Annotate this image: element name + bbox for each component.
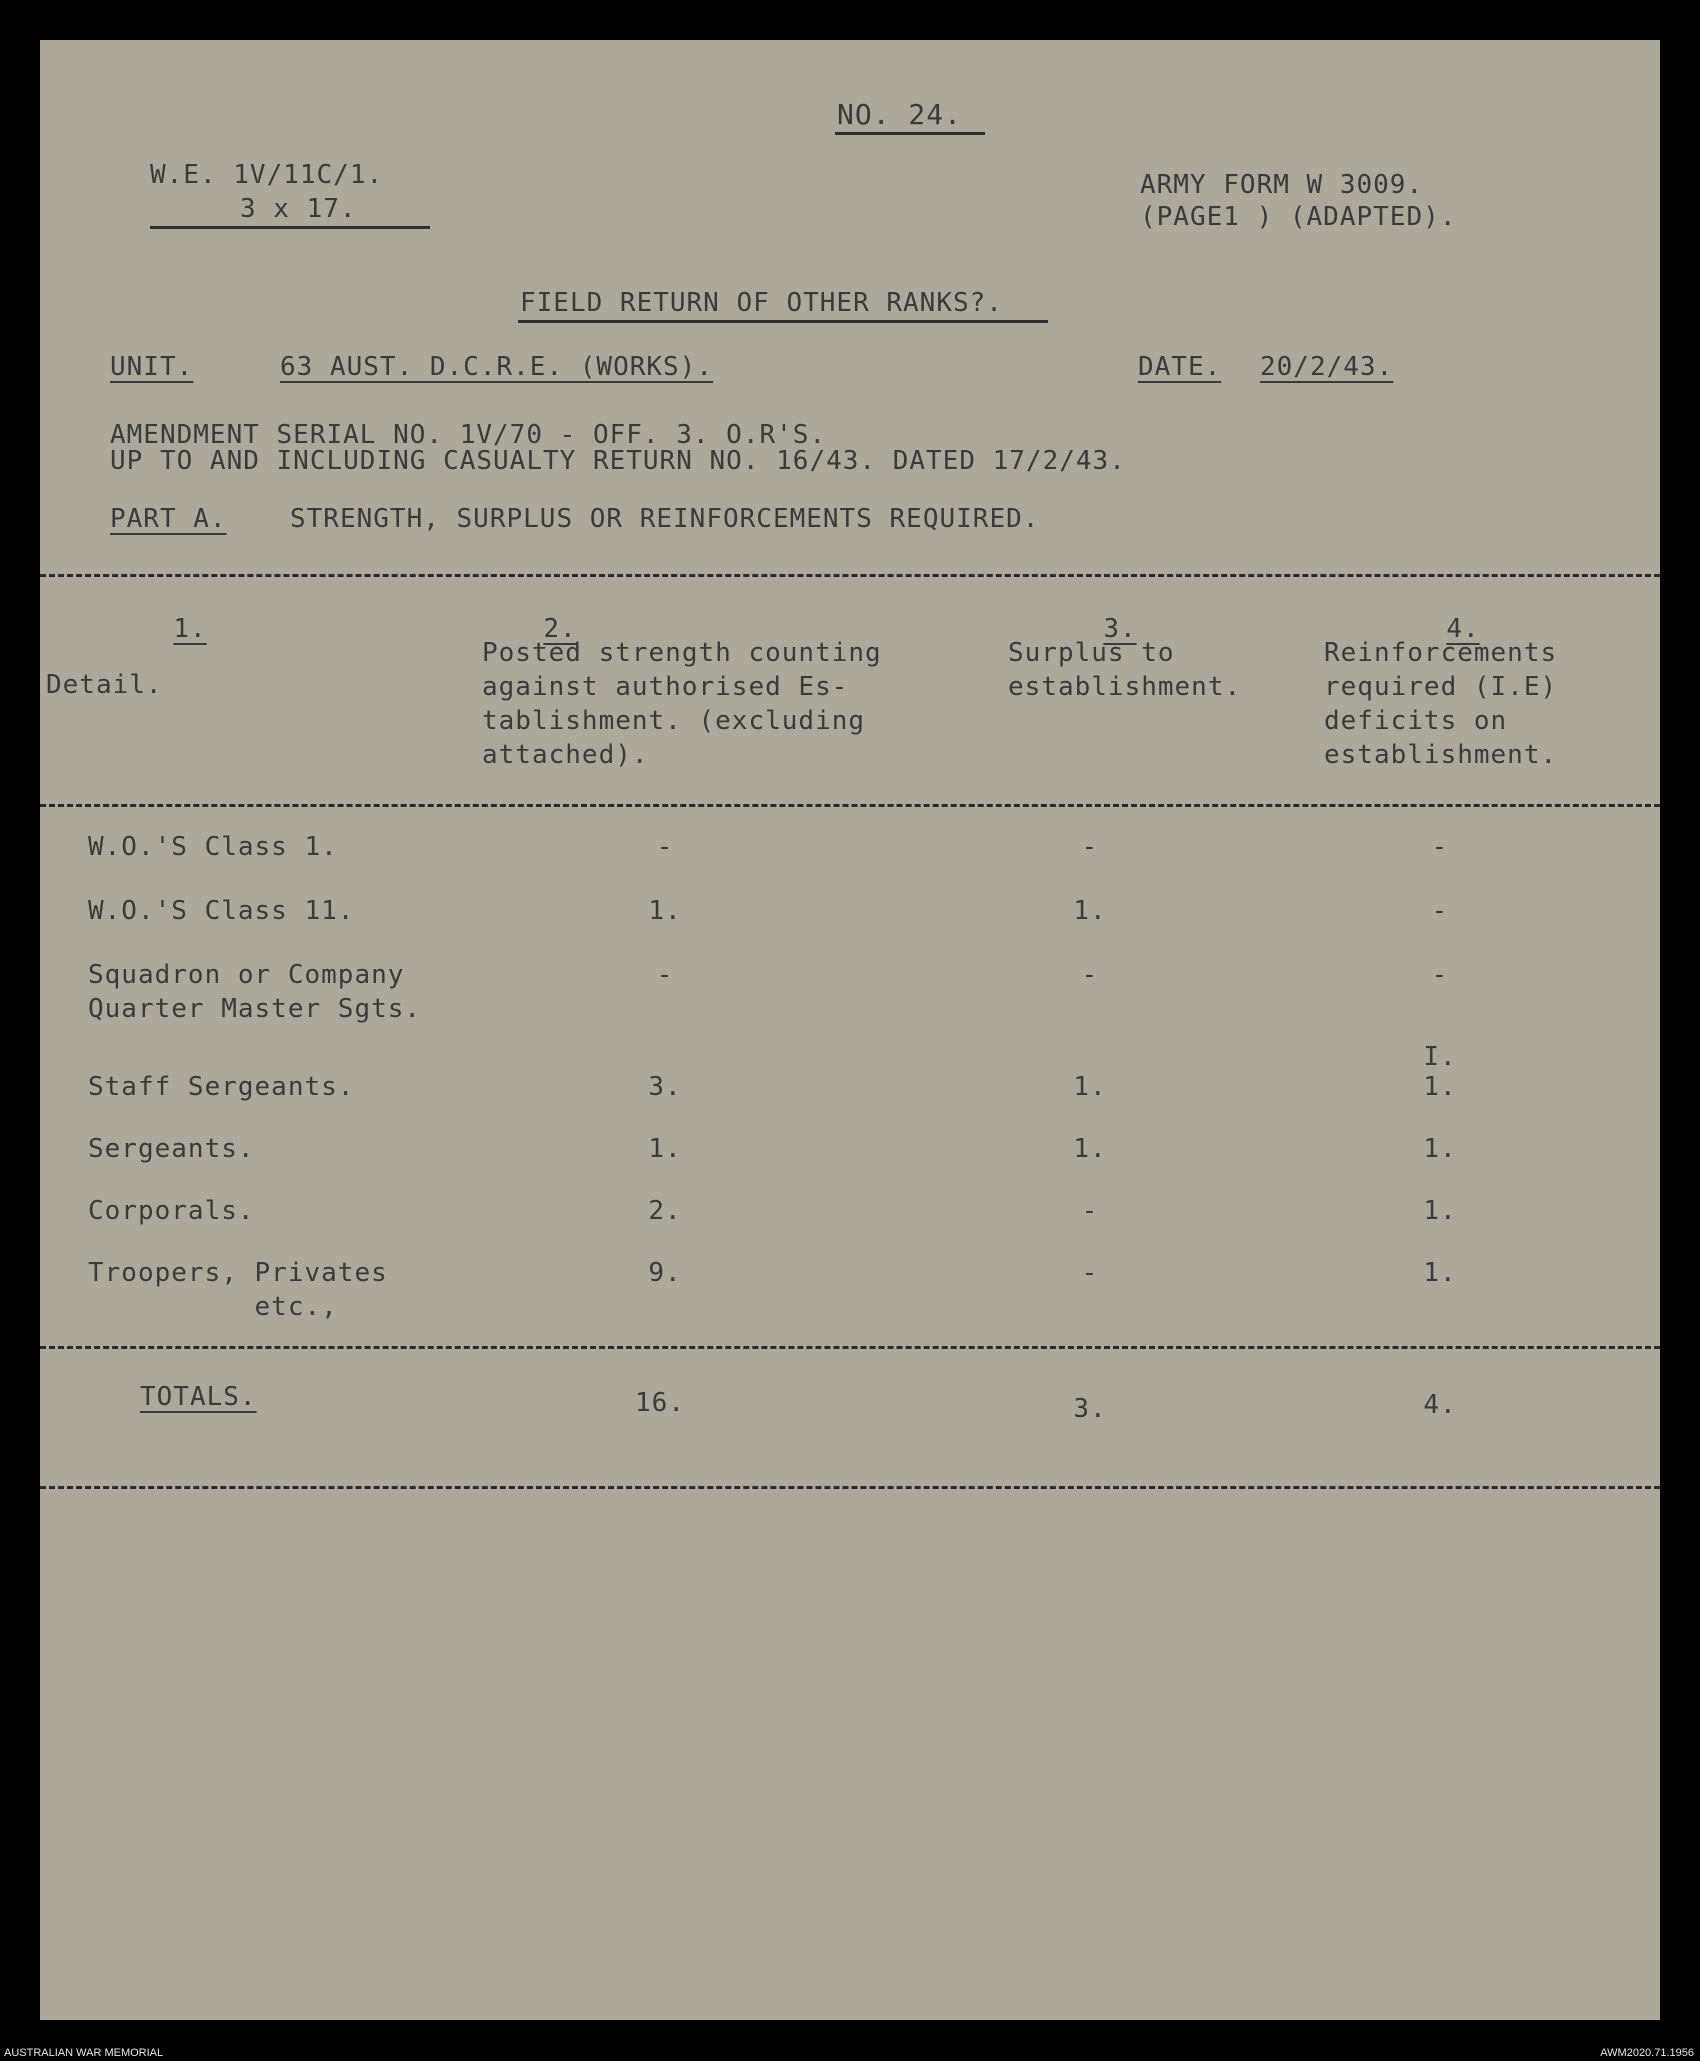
unit-label: UNIT.: [110, 352, 194, 382]
army-form: ARMY FORM W 3009.: [1140, 170, 1424, 200]
form-number-underline: [835, 132, 985, 135]
we-underline: [150, 226, 430, 229]
totals-surplus: 3.: [1073, 1394, 1107, 1424]
casualty-return-line: UP TO AND INCLUDING CASUALTY RETURN NO. 16/43. DATED 17/2/43.: [110, 446, 1126, 476]
page-adapted: (PAGE1 ) (ADAPTED).: [1140, 202, 1457, 232]
row-detail: Sergeants.: [88, 1134, 255, 1164]
we-reference: W.E. 1V/11C/1.: [150, 160, 384, 190]
date-value: 20/2/43.: [1260, 352, 1394, 382]
row-detail: Troopers, Privates etc.,: [88, 1258, 388, 1322]
row-reinf: -: [1431, 960, 1449, 990]
amendment-serial: AMENDMENT SERIAL NO. 1V/70 - OFF. 3. O.R'S.: [110, 420, 827, 450]
row-surplus: 1.: [1073, 1134, 1107, 1164]
col2-number: 2.: [543, 614, 577, 644]
row-posted: 3.: [648, 1072, 682, 1102]
row-surplus: 1.: [1073, 1072, 1107, 1102]
row-detail: Squadron or Company Quarter Master Sgts.: [88, 960, 422, 1024]
totals-posted: 16.: [635, 1388, 685, 1418]
header-bottom-rule: [40, 804, 1660, 807]
row-reinf: 1.: [1423, 1196, 1457, 1226]
row-reinf-annotation: I.: [1423, 1042, 1457, 1072]
title-underline: [518, 320, 1048, 323]
row-posted: 9.: [648, 1258, 682, 1288]
table-top-rule: [40, 574, 1660, 577]
totals-top-rule: [40, 1346, 1660, 1349]
row-surplus: -: [1081, 960, 1099, 990]
row-posted: 1.: [648, 896, 682, 926]
col4-header: Reinforcements required (I.E) deficits on establishment.: [1324, 638, 1558, 770]
table-bottom-rule: [40, 1486, 1660, 1489]
col1-number: 1.: [173, 614, 207, 644]
document-title: FIELD RETURN OF OTHER RANKS?.: [520, 288, 1003, 318]
row-posted: -: [656, 832, 674, 862]
totals-reinf: 4.: [1423, 1390, 1457, 1420]
row-surplus: -: [1081, 1196, 1099, 1226]
row-reinf: 1.: [1423, 1134, 1457, 1164]
part-label: PART A.: [110, 504, 227, 534]
row-posted: -: [656, 960, 674, 990]
row-surplus: 1.: [1073, 896, 1107, 926]
totals-label: TOTALS.: [140, 1382, 257, 1412]
document-sheet: [40, 40, 1660, 2020]
row-posted: 1.: [648, 1134, 682, 1164]
archive-reference: AWM2020.71.1956: [1600, 2047, 1694, 2059]
form-number: NO. 24.: [837, 98, 963, 131]
we-reference-sub: 3 x 17.: [240, 194, 357, 224]
row-reinf: -: [1431, 832, 1449, 862]
row-detail: W.O.'S Class 11.: [88, 896, 355, 926]
col1-header: Detail.: [46, 670, 163, 700]
col3-number: 3.: [1103, 614, 1137, 644]
row-detail: Corporals.: [88, 1196, 255, 1226]
row-reinf: 1.: [1423, 1258, 1457, 1288]
date-label: DATE.: [1138, 352, 1222, 382]
col4-number: 4.: [1446, 614, 1480, 644]
row-surplus: -: [1081, 1258, 1099, 1288]
col3-header: Surplus to establishment.: [1008, 638, 1242, 702]
row-detail: W.O.'S Class 1.: [88, 832, 338, 862]
row-reinf: 1.: [1423, 1072, 1457, 1102]
row-surplus: -: [1081, 832, 1099, 862]
archive-credit: AUSTRALIAN WAR MEMORIAL: [4, 2047, 164, 2059]
row-reinf: -: [1431, 896, 1449, 926]
unit-value: 63 AUST. D.C.R.E. (WORKS).: [280, 352, 713, 382]
part-text: STRENGTH, SURPLUS OR REINFORCEMENTS REQUIRED.: [290, 504, 1040, 534]
row-detail: Staff Sergeants.: [88, 1072, 355, 1102]
row-posted: 2.: [648, 1196, 682, 1226]
col2-header: Posted strength counting against authorised Es- tablishment. (excluding attached).: [482, 638, 882, 770]
